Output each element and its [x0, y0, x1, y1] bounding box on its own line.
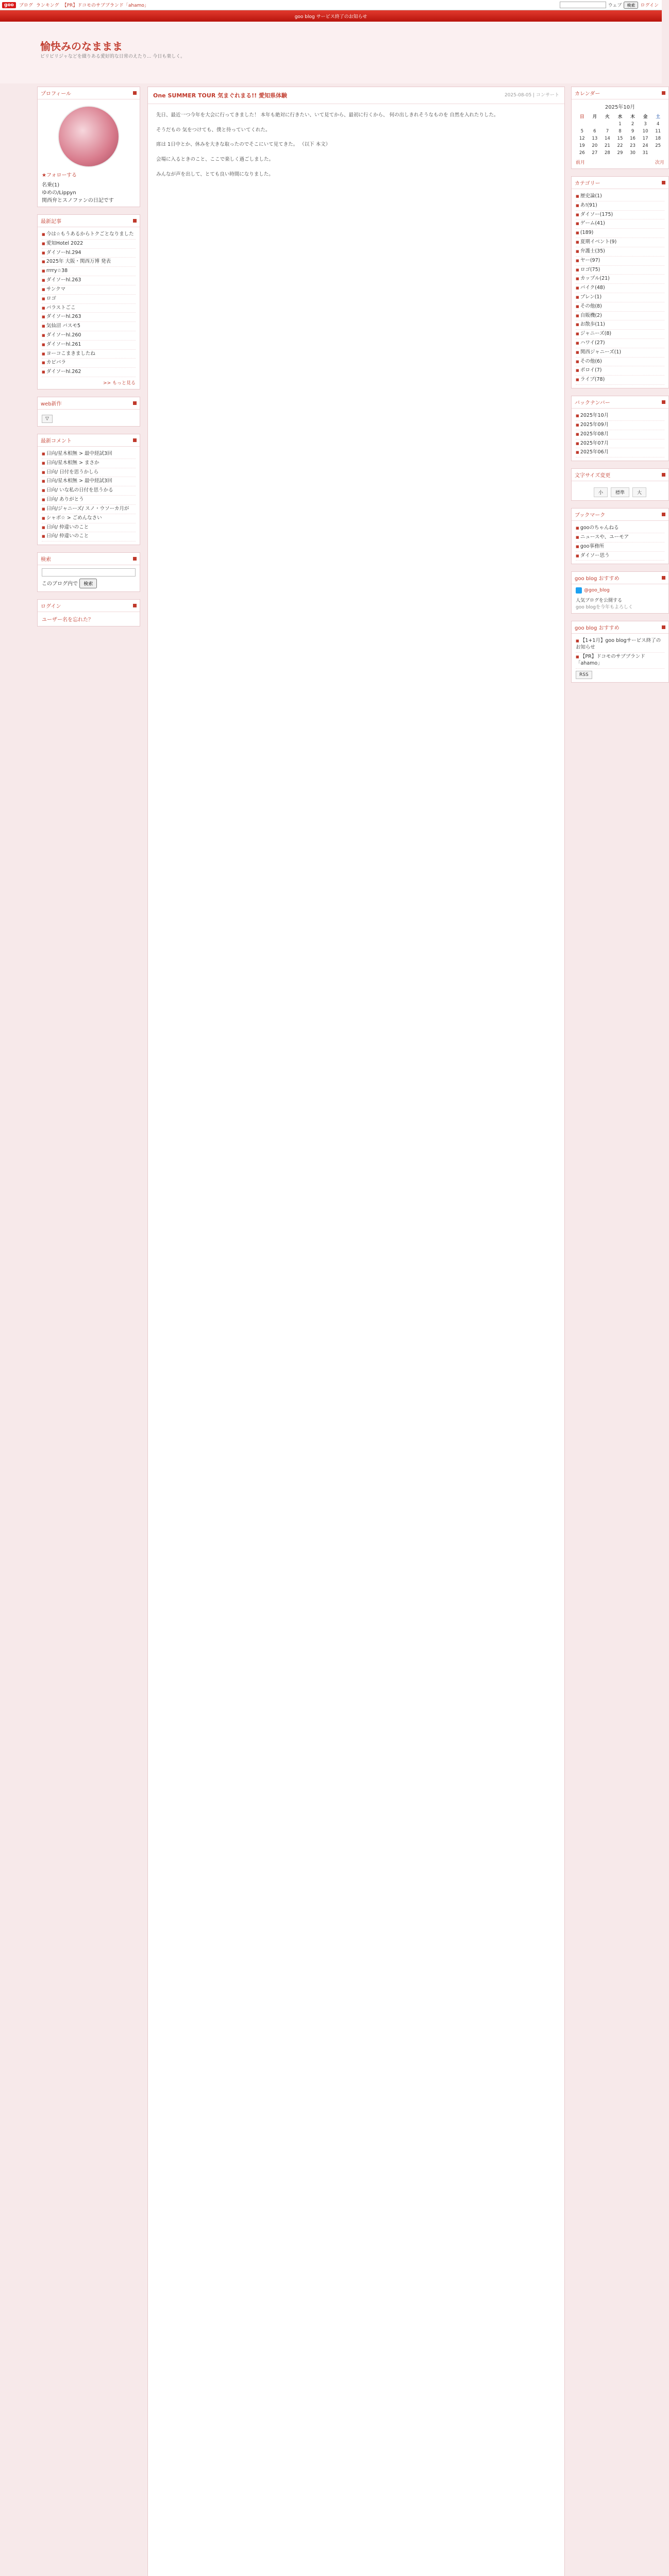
cal-day: 2 [631, 122, 634, 127]
list-item[interactable]: ■ ヨーコこまきましたね [42, 350, 136, 359]
list-item[interactable]: ■ ダイソーhl.263 [42, 313, 136, 322]
post-header [148, 87, 564, 104]
archive-list [576, 412, 664, 457]
profile-box [37, 87, 140, 207]
list-item[interactable]: ■ 関西ジャニーズ(1) [576, 348, 664, 358]
profile-heading: プロフィール [38, 87, 140, 99]
cal-day: 30 [630, 150, 635, 156]
bookmark-heading: ブックマーク [575, 513, 606, 519]
calendar-month: 2025年10月 [605, 105, 635, 110]
post-title[interactable]: One SUMMER TOUR 気まぐれまる!! 愛知県体験 [153, 92, 287, 99]
follow-link[interactable]: ★フォローする [42, 173, 77, 178]
main-content [147, 87, 565, 2576]
list-item[interactable]: ■ ロゴ [42, 295, 136, 304]
bookmark-box [571, 508, 669, 564]
cal-day: 16 [630, 136, 635, 141]
notice-bar [0, 10, 662, 22]
post-paragraph: そうだもの 気をつけても、僕と待っていてくれた。 [156, 127, 271, 133]
cal-day: 8 [618, 129, 622, 134]
comments-heading: 最新コメント [41, 438, 72, 444]
list-item[interactable]: ■ gooのちゃんねる [576, 524, 664, 533]
list-item[interactable]: ■ goo事務所 [576, 543, 664, 552]
list-item[interactable]: ■ あ!(91) [576, 201, 664, 211]
recent-posts-box [37, 214, 140, 389]
cal-day: 26 [579, 150, 585, 156]
cal-day: 18 [655, 136, 661, 141]
cal-day: 9 [631, 129, 634, 134]
recent-heading: 最新記事 [41, 219, 61, 225]
cal-day: 6 [593, 129, 596, 134]
cal-day: 12 [579, 136, 585, 141]
right-sidebar [571, 87, 669, 690]
list-item[interactable]: ■ 日向/ いな私の日付を思うかる [42, 486, 136, 496]
prev-month-link[interactable]: 前月 [576, 160, 586, 165]
cal-day: 31 [642, 150, 648, 156]
list-item[interactable]: ■ ブレン(1) [576, 293, 664, 302]
list-item[interactable]: ■ シャボ☆ > ごめんなさい [42, 514, 136, 523]
font-mid-button[interactable]: 標準 [611, 487, 629, 497]
login-box [37, 599, 140, 626]
login-link[interactable]: ログイン [640, 3, 659, 8]
day-header: 木 [630, 114, 635, 120]
list-item[interactable]: ■ 日向/ 仲違いのこと [42, 532, 136, 541]
cal-day: 19 [579, 143, 585, 148]
day-header: 水 [617, 114, 623, 120]
categories-list [576, 192, 664, 385]
list-item[interactable]: ■ その他(6) [576, 358, 664, 367]
list-item[interactable]: ■ ダイソーhl.294 [42, 249, 136, 258]
top-bar [0, 0, 662, 10]
list-item[interactable]: ■ 2025年08月 [576, 430, 664, 439]
cal-day: 5 [580, 129, 583, 134]
cal-day: 14 [604, 136, 610, 141]
follow-heading: goo blog おすすめ [575, 576, 620, 582]
list-item[interactable]: ■ 夏期イベント(9) [576, 238, 664, 247]
day-header: 月 [592, 114, 597, 120]
list-item[interactable]: ■ 日向/ 日付を思うかしら [42, 468, 136, 478]
list-item[interactable]: ■ ライブ(78) [576, 376, 664, 385]
webfeed-button[interactable]: ▽ [42, 415, 53, 423]
cal-day: 25 [655, 143, 661, 148]
list-item[interactable]: ■ ダイソー(175) [576, 211, 664, 220]
list-item[interactable]: ■ お散歩(11) [576, 320, 664, 330]
list-item[interactable]: ■ 日向/星木相無 > まさか [42, 459, 136, 468]
list-item[interactable]: ■ サンクマ [42, 285, 136, 295]
comments-list [42, 450, 136, 541]
categories-box [571, 176, 669, 388]
list-item[interactable]: ■ 自販機(2) [576, 312, 664, 321]
goo-logo[interactable]: goo [2, 2, 16, 8]
avatar [58, 106, 120, 167]
top-search-button[interactable]: 検索 [624, 2, 638, 9]
list-item[interactable]: ■ ロゴ(75) [576, 266, 664, 275]
list-item[interactable]: ■ バイク(48) [576, 284, 664, 293]
goo-recommend-box [571, 621, 669, 682]
cal-day: 29 [617, 150, 623, 156]
post-paragraph: 会場に入るときのこと、ここで楽しく過ごしました。 [156, 156, 274, 162]
webfeed-box [37, 397, 140, 427]
post-paragraph: 先日、最近一つ今年を大会に行ってきました！ 本年も絶対に行きたい、いて見てから、最初に行くから、 何の出しきれそうなものを 自然を入れたりした。 [156, 112, 499, 118]
font-small-button[interactable]: 小 [594, 487, 608, 497]
search-scope[interactable]: ウェブ [608, 3, 622, 8]
cal-day: 11 [655, 129, 661, 134]
day-header: 土 [656, 114, 660, 120]
list-item[interactable]: ■ 歴史論(1) [576, 192, 664, 201]
list-item[interactable]: ■ 【1+1月】goo blogサービス終了のお知らせ [576, 637, 664, 653]
blog-header [0, 22, 662, 83]
list-item[interactable]: ■ ダイソーhl.263 [42, 276, 136, 285]
cal-day: 23 [630, 143, 635, 148]
list-item[interactable]: ■ (189) [576, 229, 664, 238]
cal-day: 27 [592, 150, 598, 156]
cal-day: 22 [617, 143, 623, 148]
top-search [560, 2, 659, 9]
top-links [19, 2, 149, 8]
list-item[interactable]: ■ 今は☆もうあるからトクごとなりました [42, 230, 136, 240]
list-item[interactable]: ■ カップル(21) [576, 275, 664, 284]
cal-day: 17 [642, 136, 648, 141]
top-search-input[interactable] [560, 2, 606, 8]
search-heading: 検索 [41, 557, 51, 563]
list-item[interactable]: ■ ダイソーhl.260 [42, 331, 136, 341]
list-item[interactable]: ■ 2025年10月 [576, 412, 664, 421]
follow-text: 人気ブログを公開する [576, 598, 623, 604]
font-size-box [571, 468, 669, 501]
list-item[interactable]: ■ その他(8) [576, 302, 664, 312]
list-item[interactable]: ■ ポロイ(7) [576, 366, 664, 376]
cal-day: 15 [617, 136, 623, 141]
cal-day [576, 121, 589, 128]
list-item[interactable]: ■ ダイソー思う [576, 552, 664, 561]
post-body [148, 104, 564, 192]
rss-badge[interactable]: RSS [576, 671, 592, 679]
cal-day [601, 121, 614, 128]
cal-day [589, 121, 601, 128]
list-item[interactable]: ■ 日向/星木相無 > 最中経試3回 [42, 450, 136, 459]
font-size-heading: 文字サイズ変更 [575, 473, 611, 479]
login-heading: ログイン [41, 604, 61, 610]
search-box [37, 552, 140, 592]
next-month-link[interactable]: 次月 [655, 160, 664, 165]
list-item[interactable]: ■ ヤー(97) [576, 257, 664, 266]
day-header: 日 [580, 114, 584, 120]
list-item[interactable]: ■ 日向/ジャニーズ/ スノ・ウソーカ月が [42, 505, 136, 514]
list-item[interactable]: ■ 2025年06月 [576, 448, 664, 457]
list-item[interactable]: ■ カピバラ [42, 359, 136, 368]
cal-day: 3 [644, 122, 647, 127]
search-button[interactable]: 検索 [79, 579, 97, 588]
profile-name: ゆめの/Lippyn [42, 190, 76, 196]
page-layout [37, 87, 664, 2576]
search-input[interactable] [42, 568, 136, 577]
follow-box [571, 571, 669, 614]
list-item[interactable]: ■ 2025年 大阪・関西万博 発表 [42, 258, 136, 267]
cal-day: 28 [604, 150, 610, 156]
more-link[interactable]: >> もっと見る [103, 381, 136, 386]
list-item[interactable]: ■ 日向/星木相無 > 最中経試3回 [42, 477, 136, 486]
top-link-pr[interactable]: 【PR】ドコモのサブブランド「ahamo」 [62, 3, 149, 8]
font-large-button[interactable]: 大 [632, 487, 646, 497]
profile-text: 関西弁とスノファンの日記です [42, 198, 114, 204]
list-item[interactable]: ■ ハワイ(27) [576, 339, 664, 348]
list-item[interactable]: ■ 日向/ ありがとう [42, 496, 136, 505]
list-item[interactable]: ■ rrrry☆38 [42, 267, 136, 276]
twitter-icon [576, 587, 582, 594]
post-paragraph: みんなが声を出して、とても良い時間になりました。 [156, 171, 274, 177]
left-sidebar [37, 87, 140, 634]
goo-recommend-list [576, 637, 664, 668]
list-item[interactable]: ■ ニュースや、ユーモア [576, 533, 664, 543]
cal-day: 24 [642, 143, 648, 148]
cal-day: 4 [656, 122, 660, 127]
list-item[interactable]: ■ 気仙沼 バスモ5 [42, 322, 136, 331]
top-link-blog[interactable]: ブログ [19, 3, 33, 8]
cal-day [651, 149, 664, 157]
list-item[interactable]: ■ 愛知Hotel 2022 [42, 240, 136, 249]
blog-title[interactable]: 愉快みのなままま [40, 40, 123, 53]
cal-day: 10 [642, 129, 648, 134]
list-item[interactable]: ■ 【PR】ドコモのサブブランド「ahamo」 [576, 653, 664, 669]
search-scope-select[interactable]: このブログ内で [42, 581, 78, 587]
goo-recommend-heading: goo blog おすすめ [575, 625, 620, 632]
archive-heading: バックナンバー [575, 400, 610, 406]
profile-name-label: 名乗(1) [42, 182, 60, 188]
list-item[interactable]: ■ 日向/ 仲違いのこと [42, 523, 136, 533]
bookmark-list [576, 524, 664, 561]
calendar-table [576, 112, 664, 157]
post-paragraph: 席は 1日中とか、休みを大きな取ったのでそこにいて見てきた。 （以下 本文） [156, 142, 331, 148]
cal-day: 13 [592, 136, 598, 141]
post-date: 2025-08-05 | コンサート [504, 93, 559, 98]
day-header: 金 [643, 114, 648, 120]
categories-heading: カテゴリー [575, 181, 600, 187]
list-item[interactable]: ■ 弁護士(35) [576, 247, 664, 257]
cal-day: 20 [592, 143, 598, 148]
list-item[interactable]: ■ 2025年09月 [576, 421, 664, 430]
top-link-ranking[interactable]: ランキング [36, 3, 59, 8]
recent-list [42, 230, 136, 377]
calendar-heading: カレンダー [575, 91, 600, 97]
list-item[interactable]: ■ ダイソーhl.262 [42, 368, 136, 377]
day-header: 火 [605, 114, 610, 120]
cal-day: 7 [606, 129, 609, 134]
calendar-box [571, 87, 669, 169]
cal-day: 1 [618, 122, 622, 127]
list-item[interactable]: ■ ダイソーhl.261 [42, 341, 136, 350]
cal-day: 21 [604, 143, 610, 148]
archive-box [571, 396, 669, 461]
comments-box [37, 434, 140, 545]
list-item[interactable]: ■ バラストごこ [42, 304, 136, 313]
list-item[interactable]: ■ ジャニーズ(8) [576, 330, 664, 339]
follow-sub: goo blogを今年もよろしく [576, 605, 633, 611]
login-help-link[interactable]: ユーザー名を忘れた？ [42, 617, 93, 623]
list-item[interactable]: ■ ゲーム(41) [576, 219, 664, 229]
webfeed-heading: web新作 [41, 401, 62, 407]
twitter-link[interactable]: @goo_blog [584, 588, 610, 594]
notice-link[interactable]: goo blog サービス終了のお知らせ [294, 14, 367, 20]
blog-description: ビリビリジャなどを綴りある愛好的な日常のえたり... 今日も楽しく。 [40, 54, 186, 59]
list-item[interactable]: ■ 2025年07月 [576, 439, 664, 449]
